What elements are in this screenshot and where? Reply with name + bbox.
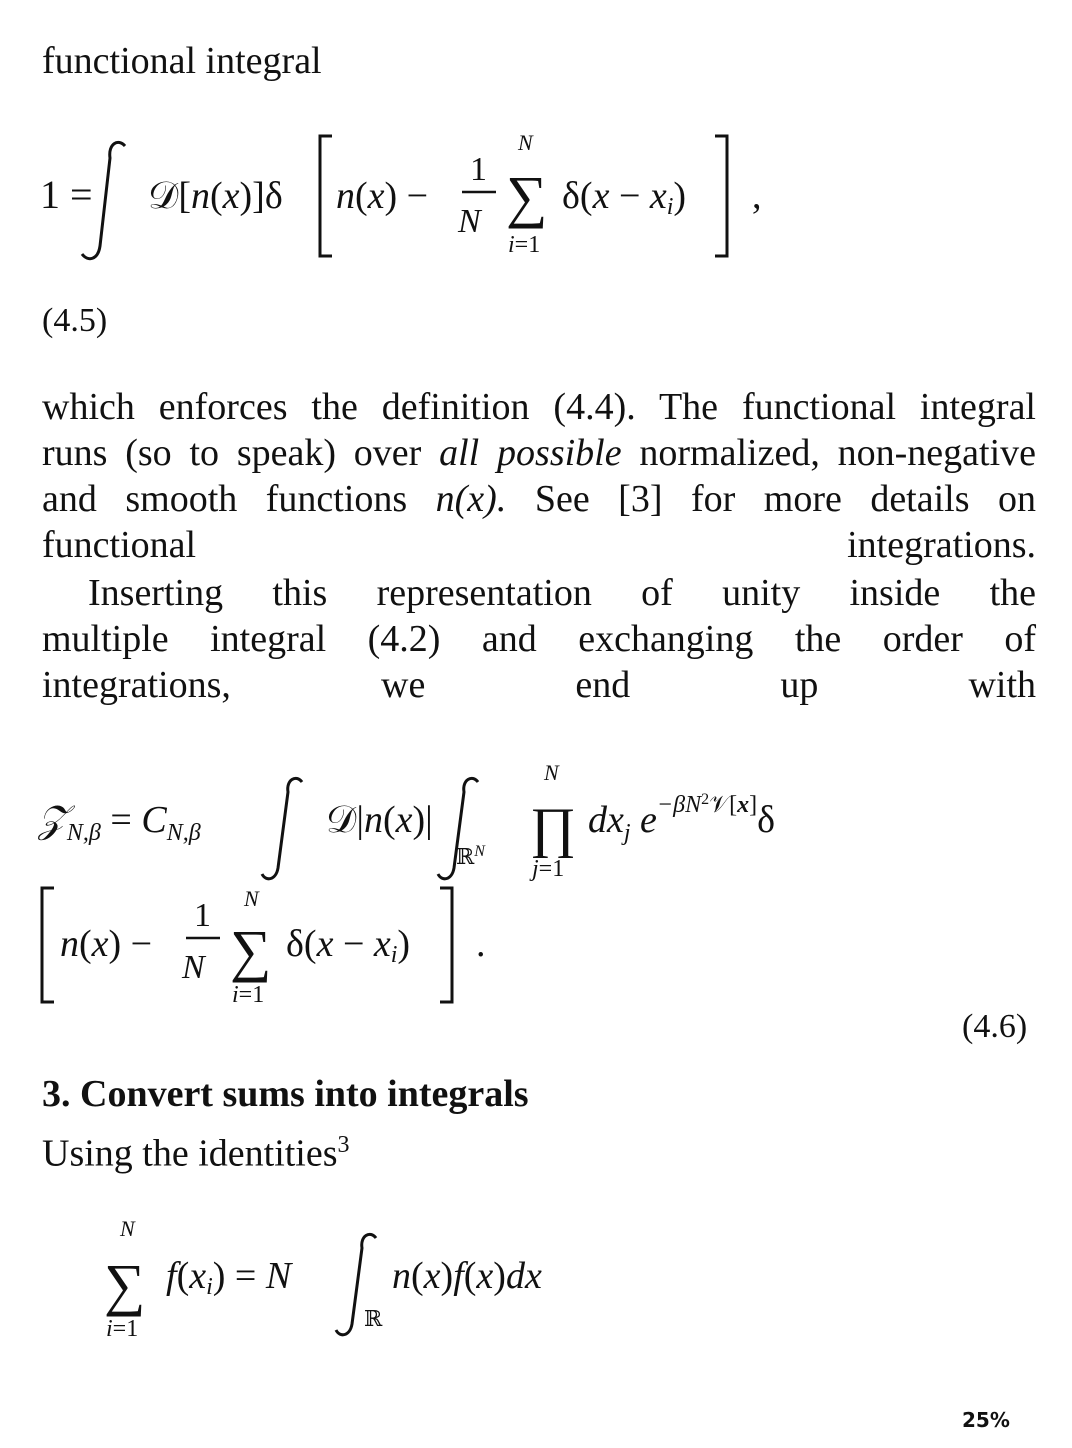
intro-text: functional integral <box>42 40 322 82</box>
svg-text:∑: ∑ <box>230 918 272 983</box>
svg-text:∏: ∏ <box>530 797 577 859</box>
emphasis-all-possible: all possible <box>439 432 622 474</box>
svg-text:δ(x − xi): δ(x − xi) <box>562 175 687 220</box>
svg-text:dxj e−βN2𝒱[x]δ: $dx_j$ $e^{-\beta N2}_{𝒱[}x]\delta$ <box>588 791 775 846</box>
equation-4-6-line-2 <box>30 880 550 1010</box>
svg-text:𝒟[n(x)]δ: 𝒟[n(x)]δ <box>148 175 283 217</box>
footnote-marker: 3 <box>337 1132 350 1158</box>
svg-text:ℝ: ℝ <box>364 1306 383 1331</box>
svg-text:N: N <box>120 1216 135 1241</box>
paragraph-1 <box>42 384 1036 568</box>
svg-text:i=1: i=1 <box>106 1316 139 1342</box>
svg-text:𝒟|n(x)|: 𝒟|n(x)| <box>326 799 433 841</box>
svg-text:i=1: i=1 <box>232 982 265 1008</box>
svg-text:N: N <box>544 760 559 785</box>
svg-text:∑: ∑ <box>104 1252 146 1317</box>
para1-line-3: and smooth functions n(x). See [3] for more details on <box>42 478 1036 520</box>
svg-text:j=1: j=1 <box>532 856 565 882</box>
identity-equation <box>96 1210 616 1350</box>
svg-text:n(x)f(x)dx: n(x)f(x)dx <box>392 1255 542 1297</box>
para1-line-1: which enforces the definition (4.4). The functional integral <box>42 386 1036 428</box>
svg-text:,: , <box>752 175 762 217</box>
paragraph-2 <box>42 570 1036 708</box>
svg-text:N: N <box>458 203 481 240</box>
svg-text:δ(x − xi): δ(x − xi) <box>286 923 411 968</box>
para1-line-4: functional integrations. <box>42 524 1036 566</box>
svg-text:n(x) −: n(x) − <box>60 923 153 965</box>
svg-text:f(xi) = N: f(xi) = N <box>166 1255 292 1300</box>
para2-line-2: multiple integral (4.2) and exchanging the order of <box>42 618 1036 660</box>
para2-line-1: Inserting this representation of unity inside the <box>88 572 1036 614</box>
para2-line-3: integrations, we end up with <box>42 664 1036 706</box>
section-heading: 3. Convert sums into integrals <box>42 1073 529 1115</box>
svg-text:1 =: 1 = <box>40 172 93 217</box>
equation-4-6-line-1 <box>30 752 830 882</box>
svg-text:ℝN: ℝ$^N$ <box>456 843 485 869</box>
svg-text:.: . <box>476 923 486 965</box>
svg-text:1: 1 <box>470 151 487 188</box>
svg-text:i=1: i=1 <box>508 232 541 258</box>
equation-number-4-6: (4.6) <box>962 1008 1028 1045</box>
para1-line-2: runs (so to speak) over all possible normalized, non-negative <box>42 432 1036 474</box>
equation-number-4-5: (4.5) <box>42 302 108 339</box>
equation-4-5 <box>30 128 790 268</box>
svg-text:N: N <box>244 886 259 911</box>
svg-text:∑: ∑ <box>506 164 548 229</box>
svg-text:N: N <box>182 949 205 986</box>
svg-text:𝒵N,β = CN,β: 𝒵$_{N,\beta}$ = $C_{N,\beta}$ <box>38 799 201 846</box>
reading-progress: 25% <box>962 1408 1010 1432</box>
identities-intro: Using the identities$^3$ <box>42 1132 350 1175</box>
svg-text:n(x) −: n(x) − <box>336 175 429 217</box>
svg-text:N: N <box>518 130 533 155</box>
svg-text:1: 1 <box>194 897 211 934</box>
